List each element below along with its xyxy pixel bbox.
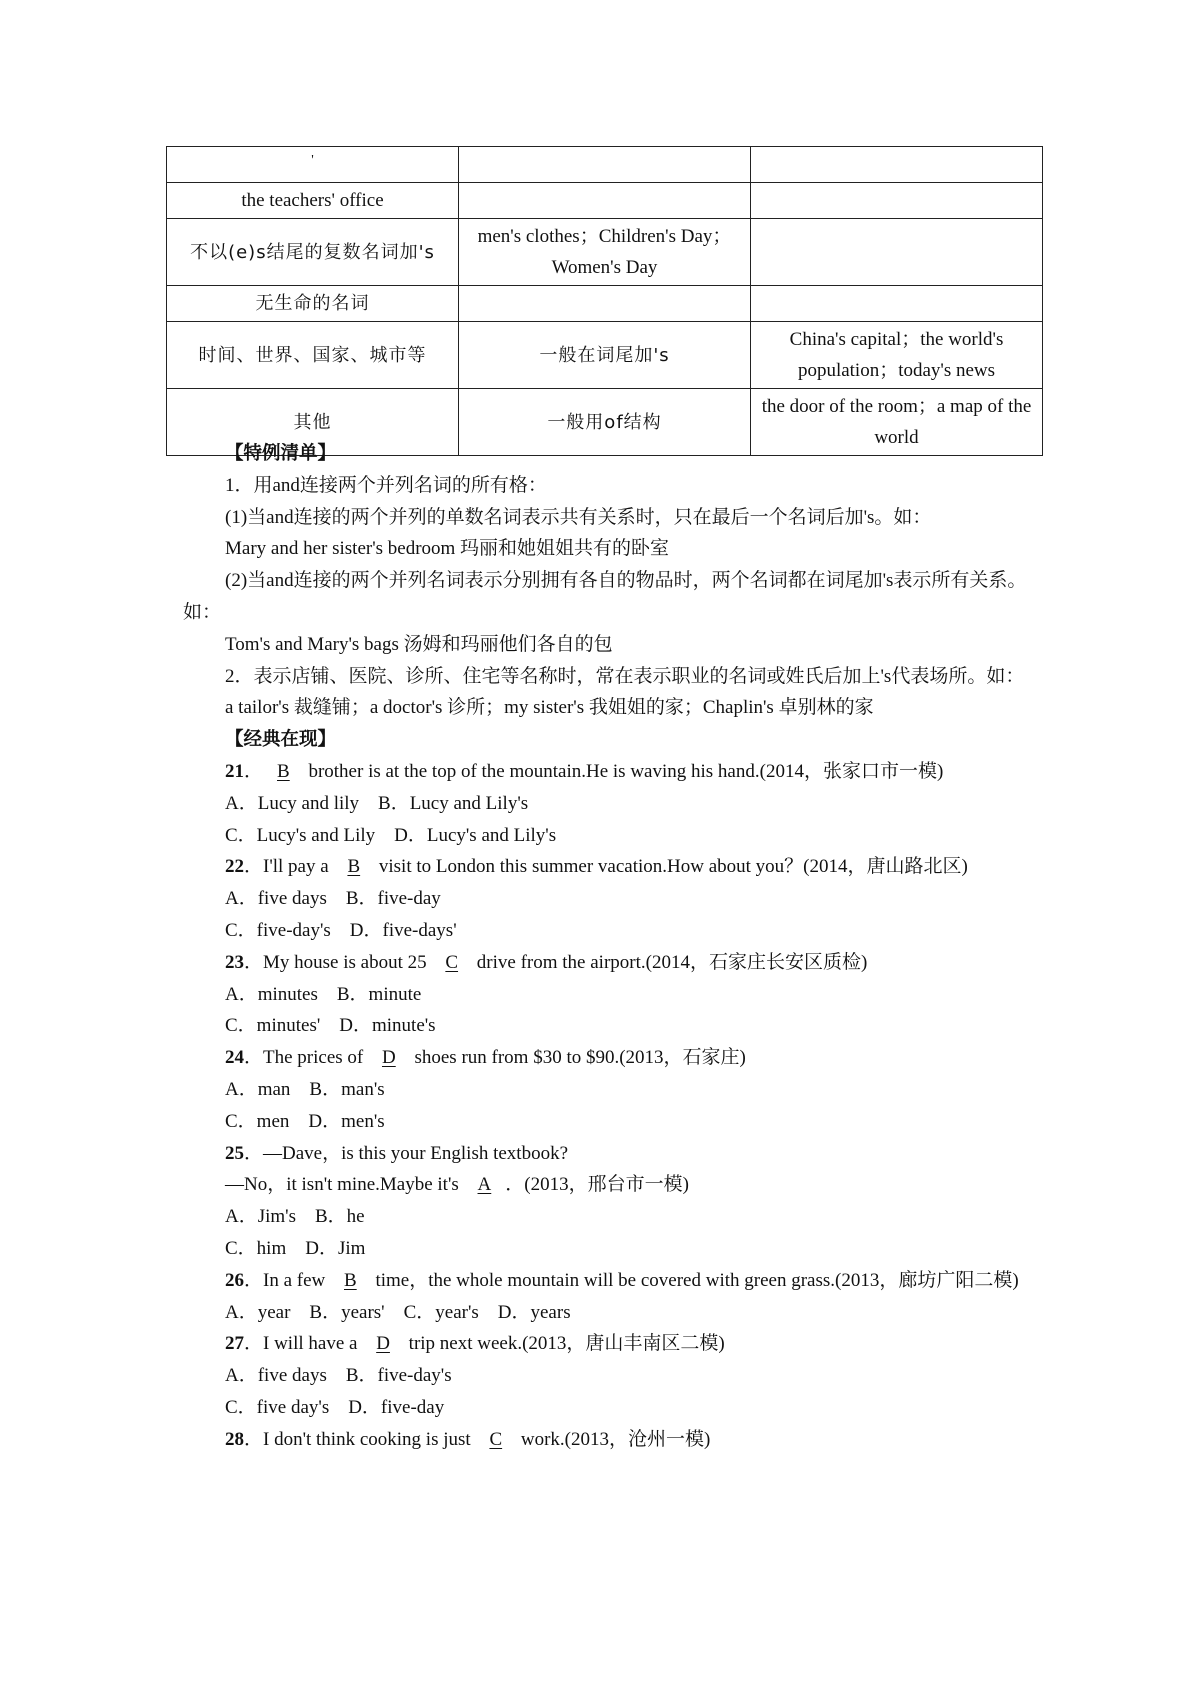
example: a tailor's 裁缝铺；a doctor's 诊所；my sister's 我姐姐的家；Chaplin's 卓别林的家 bbox=[225, 697, 874, 719]
table-cell: 时间、世界、国家、城市等 bbox=[167, 322, 459, 389]
example: Mary and her sister's bedroom 玛丽和她姐姐共有的卧室 bbox=[225, 538, 670, 560]
table-cell bbox=[751, 183, 1043, 219]
table-cell: the door of the room；a map of the world bbox=[751, 389, 1043, 456]
option-line: A．man B．man's bbox=[225, 1078, 385, 1100]
table-row bbox=[167, 147, 1043, 183]
table-cell bbox=[459, 147, 751, 183]
answer-blank: B bbox=[277, 760, 290, 782]
option-line: A．five days B．five-day's bbox=[225, 1365, 452, 1387]
table-row bbox=[167, 286, 1043, 322]
question-27: 27．I will have a D trip next week.(2013，唐山丰南区二模) bbox=[225, 1333, 725, 1355]
answer-blank: B bbox=[344, 1269, 357, 1291]
paragraph: (2)当and连接的两个并列名词表示分别拥有各自的物品时，两个名词都在词尾加's表示所有关系。如： bbox=[183, 570, 1027, 623]
table-cell: China's capital；the world's population；today's news bbox=[751, 322, 1043, 389]
document-body bbox=[183, 438, 1028, 1456]
table-cell: 一般在词尾加's bbox=[459, 322, 751, 389]
option-line: C．minutes' D．minute's bbox=[225, 1015, 436, 1037]
option-line: A．minutes B．minute bbox=[225, 983, 422, 1005]
table-row bbox=[167, 219, 1043, 286]
option-line: A．Jim's B．he bbox=[225, 1206, 365, 1228]
section-heading-classic: 【经典在现】 bbox=[225, 729, 337, 751]
table-cell: 一般用of结构 bbox=[459, 389, 751, 456]
question-21: 21． B brother is at the top of the mountain.He is waving his hand.(2014，张家口市一模) bbox=[225, 760, 944, 782]
question-24: 24．The prices of D shoes run from $30 to $90.(2013，石家庄) bbox=[225, 1047, 746, 1069]
table-cell: ' bbox=[167, 147, 459, 183]
section-heading-special: 【特例清单】 bbox=[225, 443, 337, 464]
question-25-reply: —No，it isn't mine.Maybe it's A ．(2013，邢台市一模) bbox=[225, 1174, 689, 1196]
question-26: 26．In a few B time，the whole mountain will be covered with green grass.(2013，廊坊广阳二模) bbox=[225, 1269, 1019, 1291]
example: Tom's and Mary's bags 汤姆和玛丽他们各自的包 bbox=[225, 633, 613, 655]
option-line: C．five day's D．five-day bbox=[225, 1396, 445, 1418]
table-row bbox=[167, 183, 1043, 219]
table-cell: 无生命的名词 bbox=[167, 286, 459, 322]
answer-blank: D bbox=[381, 1047, 396, 1069]
option-line: C．five-day's D．five-days' bbox=[225, 919, 457, 941]
option-line: A．Lucy and lily B．Lucy and Lily's bbox=[225, 792, 529, 814]
table-cell: 其他 bbox=[167, 389, 459, 456]
answer-blank: B bbox=[347, 856, 361, 878]
paragraph: (1)当and连接的两个并列的单数名词表示共有关系时，只在最后一个名词后加's。如： bbox=[225, 506, 932, 528]
paragraph: 1．用and连接两个并列名词的所有格： bbox=[225, 474, 547, 496]
answer-blank: A bbox=[477, 1174, 492, 1196]
question-23: 23．My house is about 25 C drive from the airport.(2014，石家庄长安区质检) bbox=[225, 951, 868, 973]
paragraph: 2．表示店铺、医院、诊所、住宅等名称时，常在表示职业的名词或姓氏后加上's代表场所。如： bbox=[225, 665, 1025, 687]
option-line: C．men D．men's bbox=[225, 1110, 385, 1132]
table-cell: men's clothes；Children's Day；Women's Day bbox=[459, 219, 751, 286]
option-line: C．him D．Jim bbox=[225, 1237, 366, 1259]
answer-blank: C bbox=[445, 951, 459, 973]
table-cell bbox=[459, 286, 751, 322]
table-cell: the teachers' office bbox=[167, 183, 459, 219]
table-cell: 不以(e)s结尾的复数名词加's bbox=[167, 219, 459, 286]
table-cell bbox=[751, 219, 1043, 286]
table-row bbox=[167, 322, 1043, 389]
question-25: 25．—Dave，is this your English textbook? bbox=[225, 1142, 569, 1164]
possessive-rules-table bbox=[166, 146, 1043, 456]
answer-blank: C bbox=[489, 1428, 503, 1450]
question-22: 22．I'll pay a B visit to London this summer vacation.How about you？(2014，唐山路北区) bbox=[225, 856, 968, 878]
option-line: A．five days B．five-day bbox=[225, 888, 441, 910]
question-28: 28．I don't think cooking is just C work.(2013，沧州一模) bbox=[225, 1428, 711, 1450]
table-cell bbox=[751, 147, 1043, 183]
table-cell bbox=[459, 183, 751, 219]
table-cell bbox=[751, 286, 1043, 322]
answer-blank: D bbox=[376, 1333, 390, 1355]
option-line: A．year B．years' C．year's D．years bbox=[225, 1301, 571, 1323]
option-line: C．Lucy's and Lily D．Lucy's and Lily's bbox=[225, 824, 557, 846]
